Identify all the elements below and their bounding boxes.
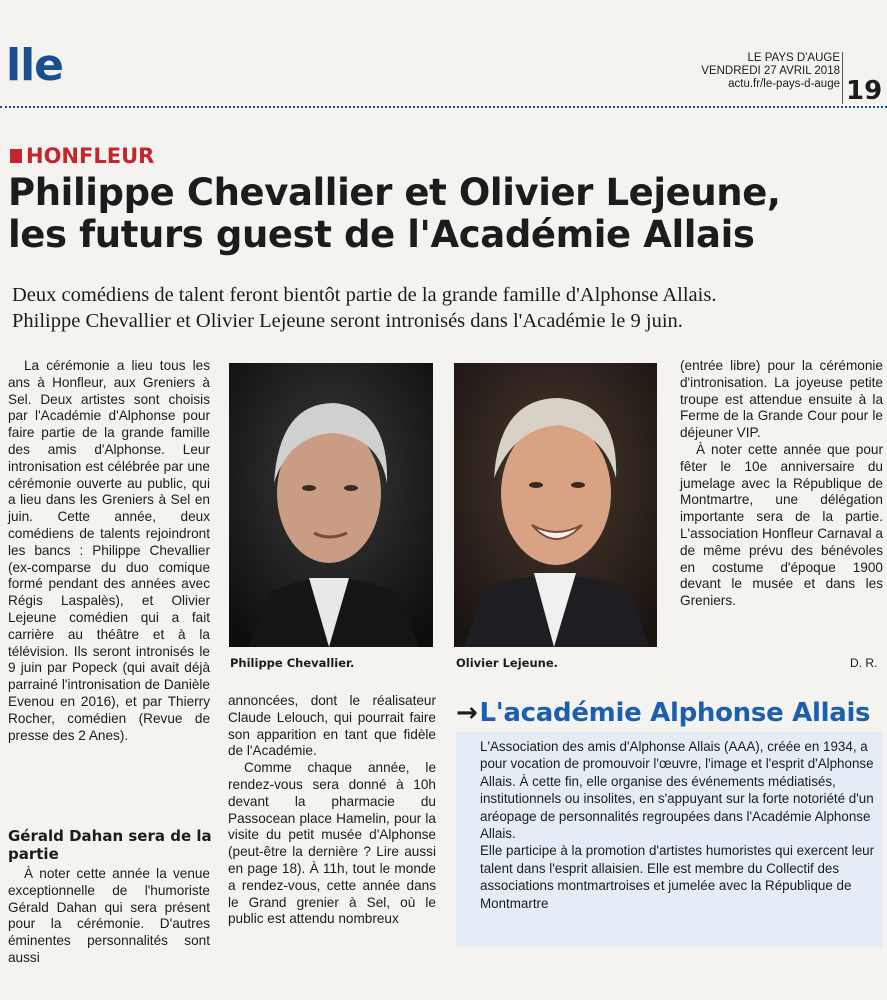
subheading: Gérald Dahan sera de la partie [8,827,212,863]
arrow-right-icon: → [456,698,478,728]
header-rule [0,106,887,108]
section-masthead: lle [6,40,64,91]
photo-credit: D. R. [850,656,878,670]
headline-line-1: Philippe Chevallier et Olivier Lejeune, [8,171,781,214]
body-paragraph: (entrée libre) pour la cérémonie d'intronisation. La joyeuse petite troupe est attendue ensuite à la Ferme de la Grande Cour pour le déjeuner VIP. [680,358,883,441]
portrait-image [229,363,433,647]
standfirst-line-1: Deux comédiens de talent feront bientôt partie de la grande famille d'Alphonse Allais. [12,284,717,306]
publication-info [690,52,840,91]
sidebar-paragraph: Elle participe à la promotion d'artistes humoristes qui exercent leur talent dans l'esprit allaisien. Elle est membre du Collectif des associations montmartroises et jumelée avec la République de Montmartre [480,843,875,911]
headline [8,172,878,256]
masthead-divider [842,52,843,104]
article-column-1-continued [8,866,210,967]
sidebar-text [480,738,876,912]
section-tag-label: HONFLEUR [26,144,155,168]
publication-date: VENDREDI 27 AVRIL 2018 [701,65,840,77]
sidebar-heading [456,698,870,728]
portrait-image [454,363,657,647]
article-column-1 [8,358,210,744]
article-column-2 [228,693,436,928]
sidebar-paragraph: L'Association des amis d'Alphonse Allais (AAA), créée en 1934, a pour vocation de promouvoir l'œuvre, l'image et l'esprit d'Alphonse Allais. À cette fin, elle organise des événements médiatisés, institutionnels ou insolites, en s'appuyant sur la forte notoriété d'un aréopage de personnalités regroupées dans l'Académie Alphonse Allais. [480,739,874,842]
photo-philippe-chevallier [229,363,433,647]
publication-url: actu.fr/le-pays-d-auge [728,78,840,90]
sidebar-heading-text: L'académie Alphonse Allais [479,698,871,728]
photo-caption: Philippe Chevallier. [230,656,355,670]
body-paragraph: Comme chaque année, le rendez-vous sera donné à 10h devant la pharmacie du Passocean place Hamelin, pour la visite du petit musée d'Alphonse (peut-être la dernière ? Lire aussi en page 18). À 11h, tout le monde a rendez-vous, cette année dans le Grand grenier à Sel, où le public est attendu nombreux [228,760,436,927]
body-paragraph: À noter cette année la venue exceptionnelle de l'humoriste Gérald Dahan qui sera présent pour la cérémonie. D'autres éminentes personnalités sont aussi [8,866,210,965]
standfirst [12,282,882,334]
headline-line-2: les futurs guest de l'Académie Allais [8,213,755,256]
section-tag [10,144,154,168]
article-column-3 [680,358,883,610]
body-paragraph: annoncées, dont le réalisateur Claude Lelouch, qui pourrait faire son apparition en tant que fidèle de l'Académie. [228,693,436,759]
bleed-through-text [410,40,420,75]
page-number: 19 [846,76,883,106]
standfirst-line-2: Philippe Chevallier et Olivier Lejeune seront intronisés dans l'Académie le 9 juin. [12,310,683,332]
photo-olivier-lejeune [454,363,657,647]
publication-name: LE PAYS D'AUGE [747,52,840,64]
body-paragraph: À noter cette année que pour fêter le 10e anniversaire du jumelage avec la République de Montmartre, une délégation importante sera de la partie. L'association Honfleur Carnaval a de même prévu des bénévoles en costume d'époque 1900 devant le musée et dans les Greniers. [680,441,883,609]
photo-caption: Olivier Lejeune. [456,656,558,670]
section-square-icon [10,149,22,163]
body-paragraph: La cérémonie a lieu tous les ans à Honfleur, aux Greniers à Sel. Deux artistes sont choisis par l'Académie d'Alphonse pour faire partie de la grande famille des amis d'Alphonse. Leur intronisation est célébrée par une cérémonie ouverte au public, qui a lieu dans les Greniers à Sel en juin. Cette année, deux comédiens de talents rejoindront les bancs : Philippe Chevallier (ex-comparse du duo comique formé pendant des années avec Régis Laspalès), et Olivier Lejeune comédien qui a fait carrière au théâtre et à la télévision. Ils seront intronisés le 9 juin par Popeck (qui avait déjà parrainé l'intronisation de Danièle Evenou en 2016), et par Thierry Rocher, comédien (Revue de presse des 2 Anes). [8,358,210,743]
